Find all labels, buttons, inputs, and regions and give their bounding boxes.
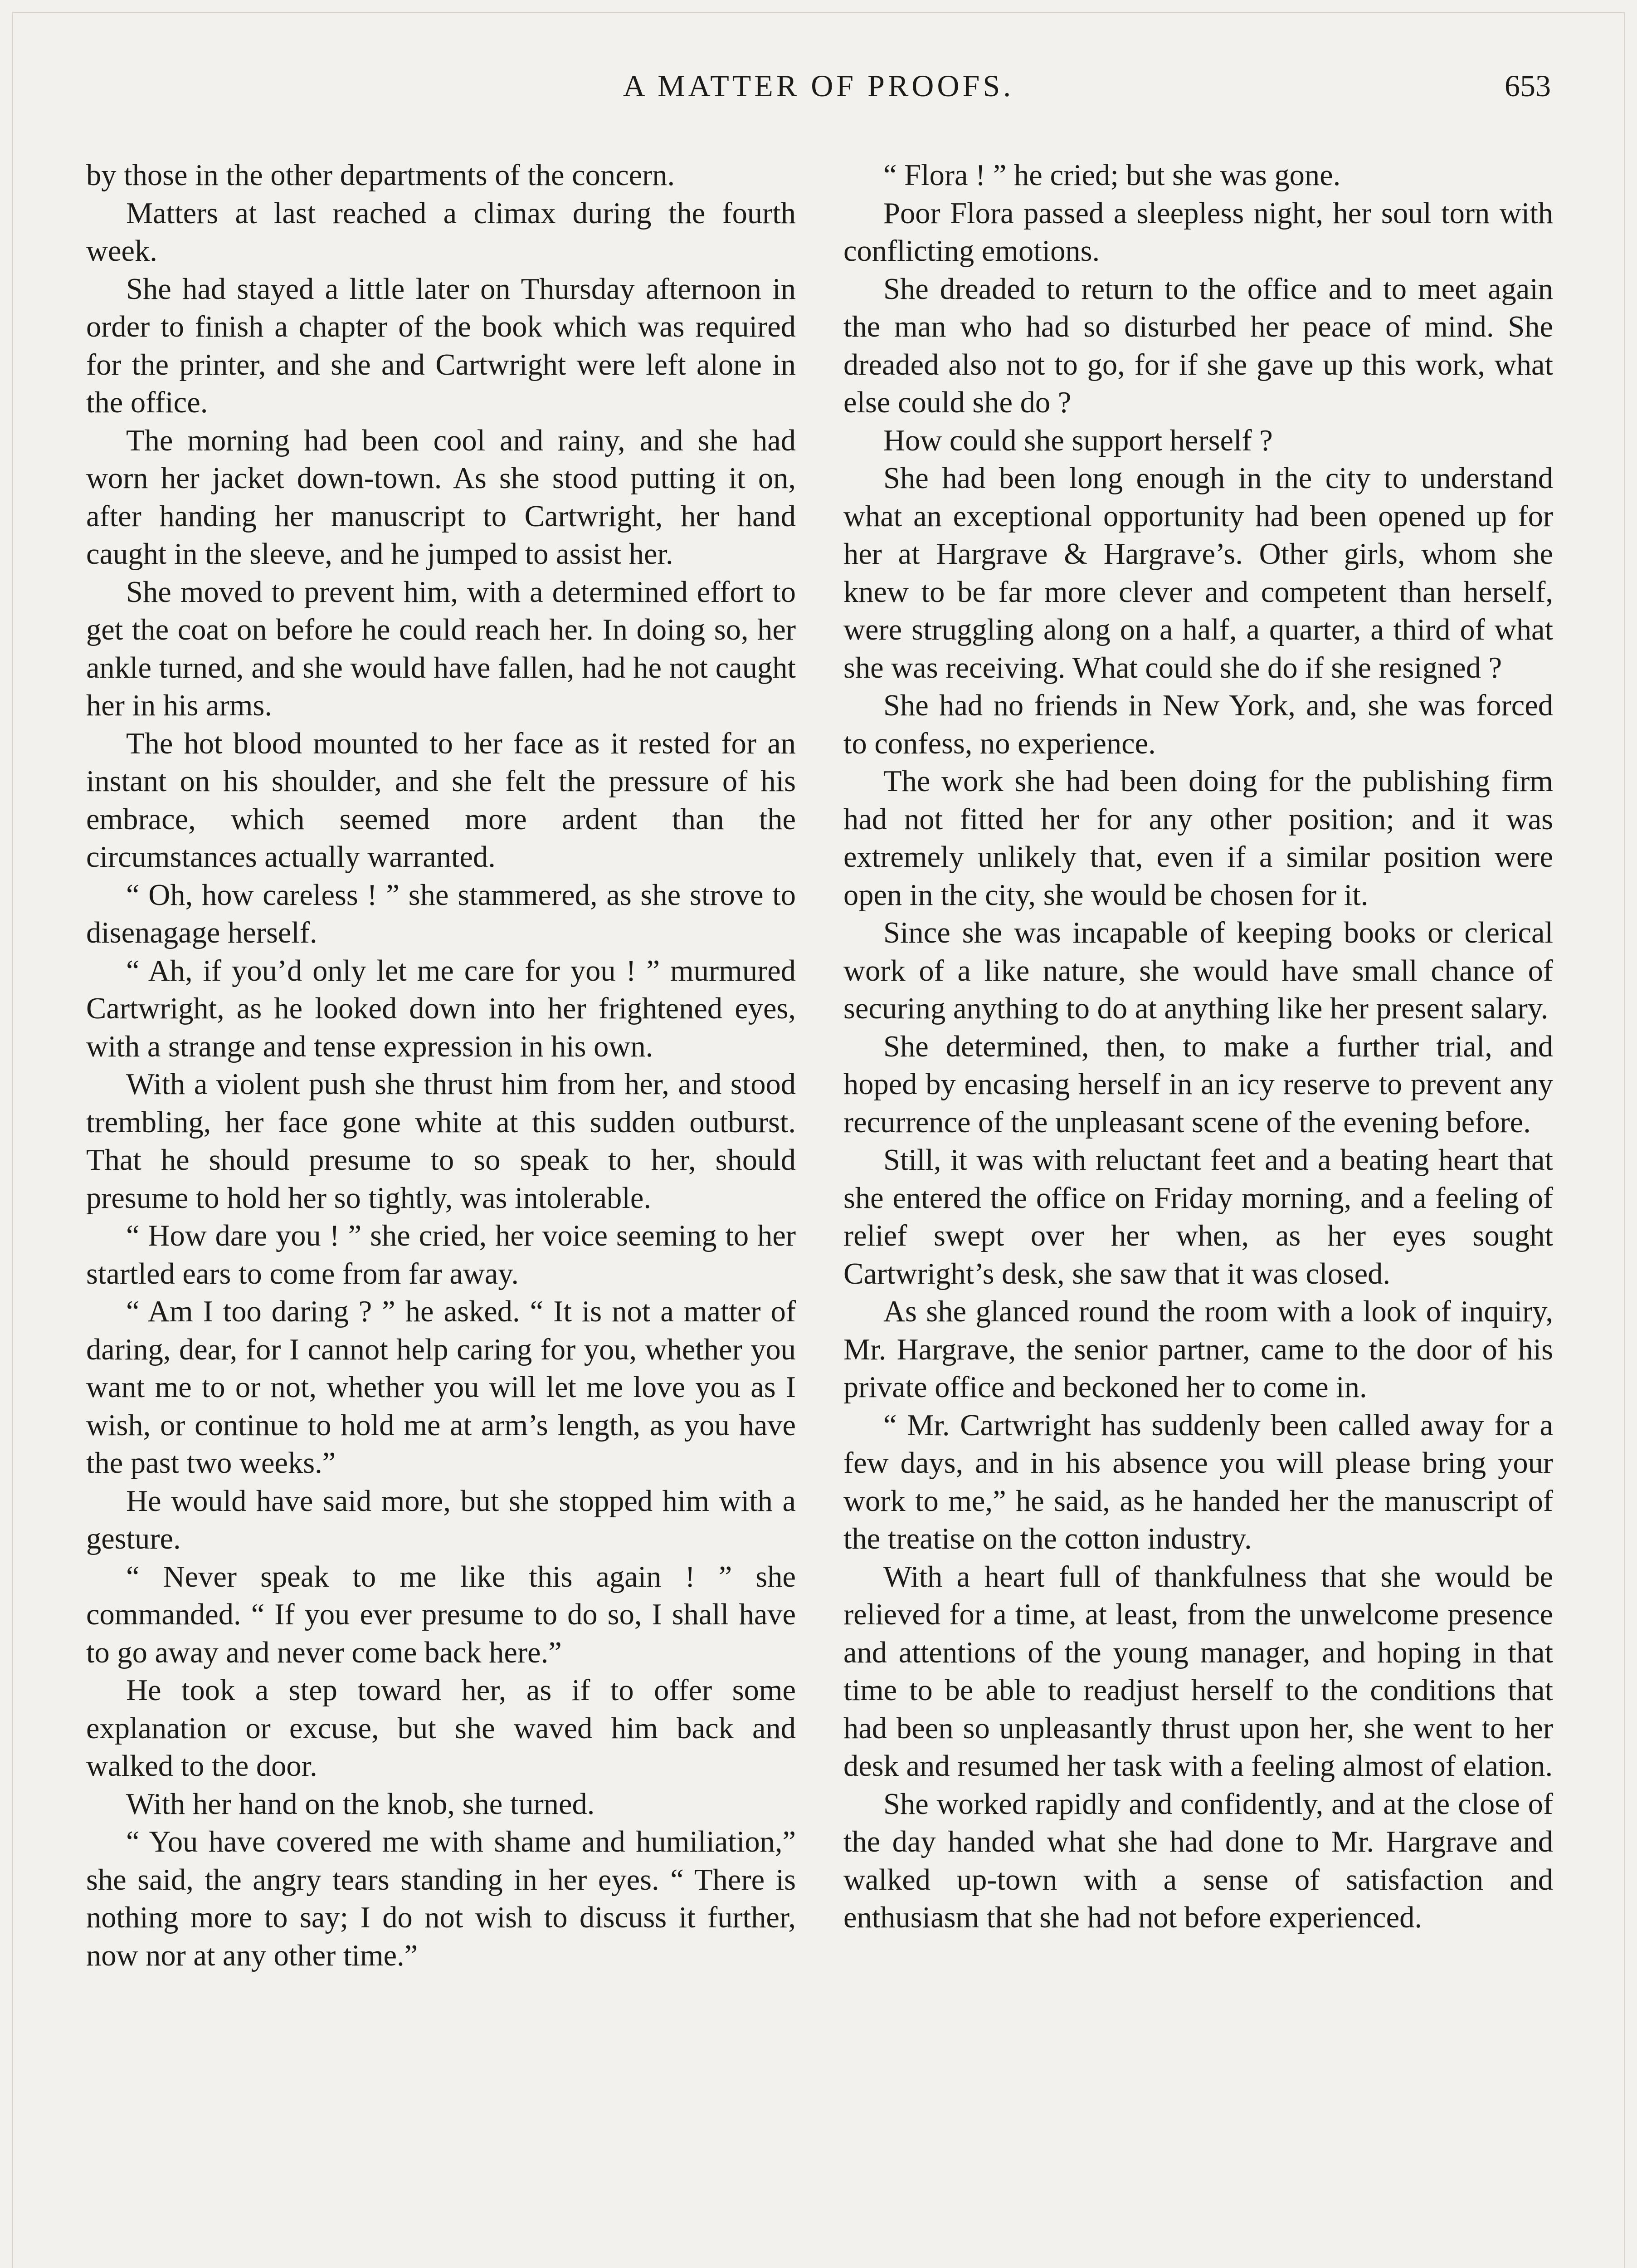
paragraph: “ Mr. Cartwright has suddenly been called away for a few days, and in his absence you will please bring your work to me,” he said, as he handed her the manuscript of the treatise on the cotton industry. <box>843 1408 1553 1555</box>
paragraph: Matters at last reached a climax during the fourth week. <box>86 196 796 268</box>
paragraph: She had stayed a little later on Thursday afternoon in order to finish a chapter of the book which was required for the printer, and she and Cartwright were left alone in the office. <box>86 272 796 419</box>
paragraph: With her hand on the knob, she turned. <box>126 1787 595 1821</box>
paragraph: She determined, then, to make a further trial, and hoped by encasing herself in an icy reserve to prevent any recurrence of the unpleasant scene of the evening before. <box>843 1030 1553 1139</box>
paragraph: He would have said more, but she stopped him with a gesture. <box>86 1484 796 1555</box>
paragraph: Since she was incapable of keeping books or clerical work of a like nature, she would have small chance of securing anything to do at anything like her present salary. <box>843 916 1553 1025</box>
paragraph: As she glanced round the room with a look of inquiry, Mr. Hargrave, the senior partner, came to the door of his private office and beckoned her to come in. <box>843 1295 1553 1404</box>
paragraph: “ How dare you ! ” she cried, her voice seeming to her startled ears to come from far away. <box>86 1219 796 1290</box>
paragraph: The work she had been doing for the publishing firm had not fitted her for any other position; and it was extremely unlikely that, even if a similar position were open in the city, she would be chosen for it. <box>843 765 1553 912</box>
running-title: A MATTER OF PROOFS. <box>623 68 1014 103</box>
paragraph: How could she support herself ? <box>883 424 1273 457</box>
page-number: 653 <box>1505 68 1551 103</box>
paragraph: by those in the other departments of the concern. <box>86 159 675 192</box>
right-text-column <box>843 156 1553 1937</box>
paragraph: She moved to prevent him, with a determined effort to get the coat on before he could reach her. In doing so, her ankle turned, and she would have fallen, had he not caught her in his arms. <box>86 575 796 722</box>
paragraph: “ Oh, how careless ! ” she stammered, as she strove to disenagage herself. <box>86 878 796 949</box>
paragraph: She had no friends in New York, and, she was forced to confess, no experience. <box>843 689 1553 760</box>
paragraph: She dreaded to return to the office and to meet again the man who had so disturbed her peace of mind. She dreaded also not to go, for if she gave up this work, what else could she do ? <box>843 272 1553 419</box>
paragraph: The hot blood mounted to her face as it rested for an instant on his shoulder, and she felt the pressure of his embrace, which seemed more ardent than the circumstances actually warranted. <box>86 727 796 874</box>
paragraph: She had been long enough in the city to understand what an exceptional opportunity had been opened up for her at Hargrave & Hargrave’s. Other girls, whom she knew to be far more clever and competent than herself, were struggling along on a half, a quarter, a third of what she was receiving. What could she do if she resigned ? <box>843 462 1553 684</box>
paragraph: “ Ah, if you’d only let me care for you ! ” murmured Cartwright, as he looked down into her frightened eyes, with a strange and tense expression in his own. <box>86 954 796 1063</box>
paragraph: He took a step toward her, as if to offer some explanation or excuse, but she waved him back and walked to the door. <box>86 1674 796 1783</box>
page-header <box>86 68 1551 113</box>
paragraph: “ You have covered me with shame and humiliation,” she said, the angry tears standing in her eyes. “ There is nothing more to say; I do not wish to discuss it further, now nor at any other time.” <box>86 1825 796 1972</box>
paragraph: “ Never speak to me like this again ! ” she commanded. “ If you ever presume to do so, I shall have to go away and never come back here.” <box>86 1560 796 1669</box>
paragraph: “ Flora ! ” he cried; but she was gone. <box>883 159 1341 192</box>
paragraph: Poor Flora passed a sleepless night, her soul torn with conflicting emotions. <box>843 196 1553 268</box>
paragraph: Still, it was with reluctant feet and a beating heart that she entered the office on Friday morning, and a feeling of relief swept over her when, as her eyes sought Cartwright’s desk, she saw that it was closed. <box>843 1144 1553 1290</box>
paragraph: The morning had been cool and rainy, and she had worn her jacket down-town. As she stood putting it on, after handing her manuscript to Cartwright, her hand caught in the sleeve, and he jumped to assist her. <box>86 424 796 571</box>
paragraph: “ Am I too daring ? ” he asked. “ It is not a matter of daring, dear, for I cannot help caring for you, whether you want me to or not, whether you will let me love you as I wish, or continue to hold me at arm’s length, as you have the past two weeks.” <box>86 1295 796 1480</box>
paragraph: With a violent push she thrust him from her, and stood trembling, her face gone white at this sudden outburst. That he should presume to so speak to her, should presume to hold her so tightly, was intolerable. <box>86 1068 796 1215</box>
left-text-column <box>86 156 796 1975</box>
paragraph: With a heart full of thankfulness that she would be relieved for a time, at least, from the unwelcome presence and attentions of the young manager, and hoping in that time to be able to readjust herself to the conditions that had been so unpleasantly thrust upon her, she went to her desk and resumed her task with a feeling almost of elation. <box>843 1560 1553 1783</box>
paragraph: She worked rapidly and confidently, and at the close of the day handed what she had done to Mr. Hargrave and walked up-town with a sense of satisfaction and enthusiasm that she had not before experienced. <box>843 1787 1553 1934</box>
